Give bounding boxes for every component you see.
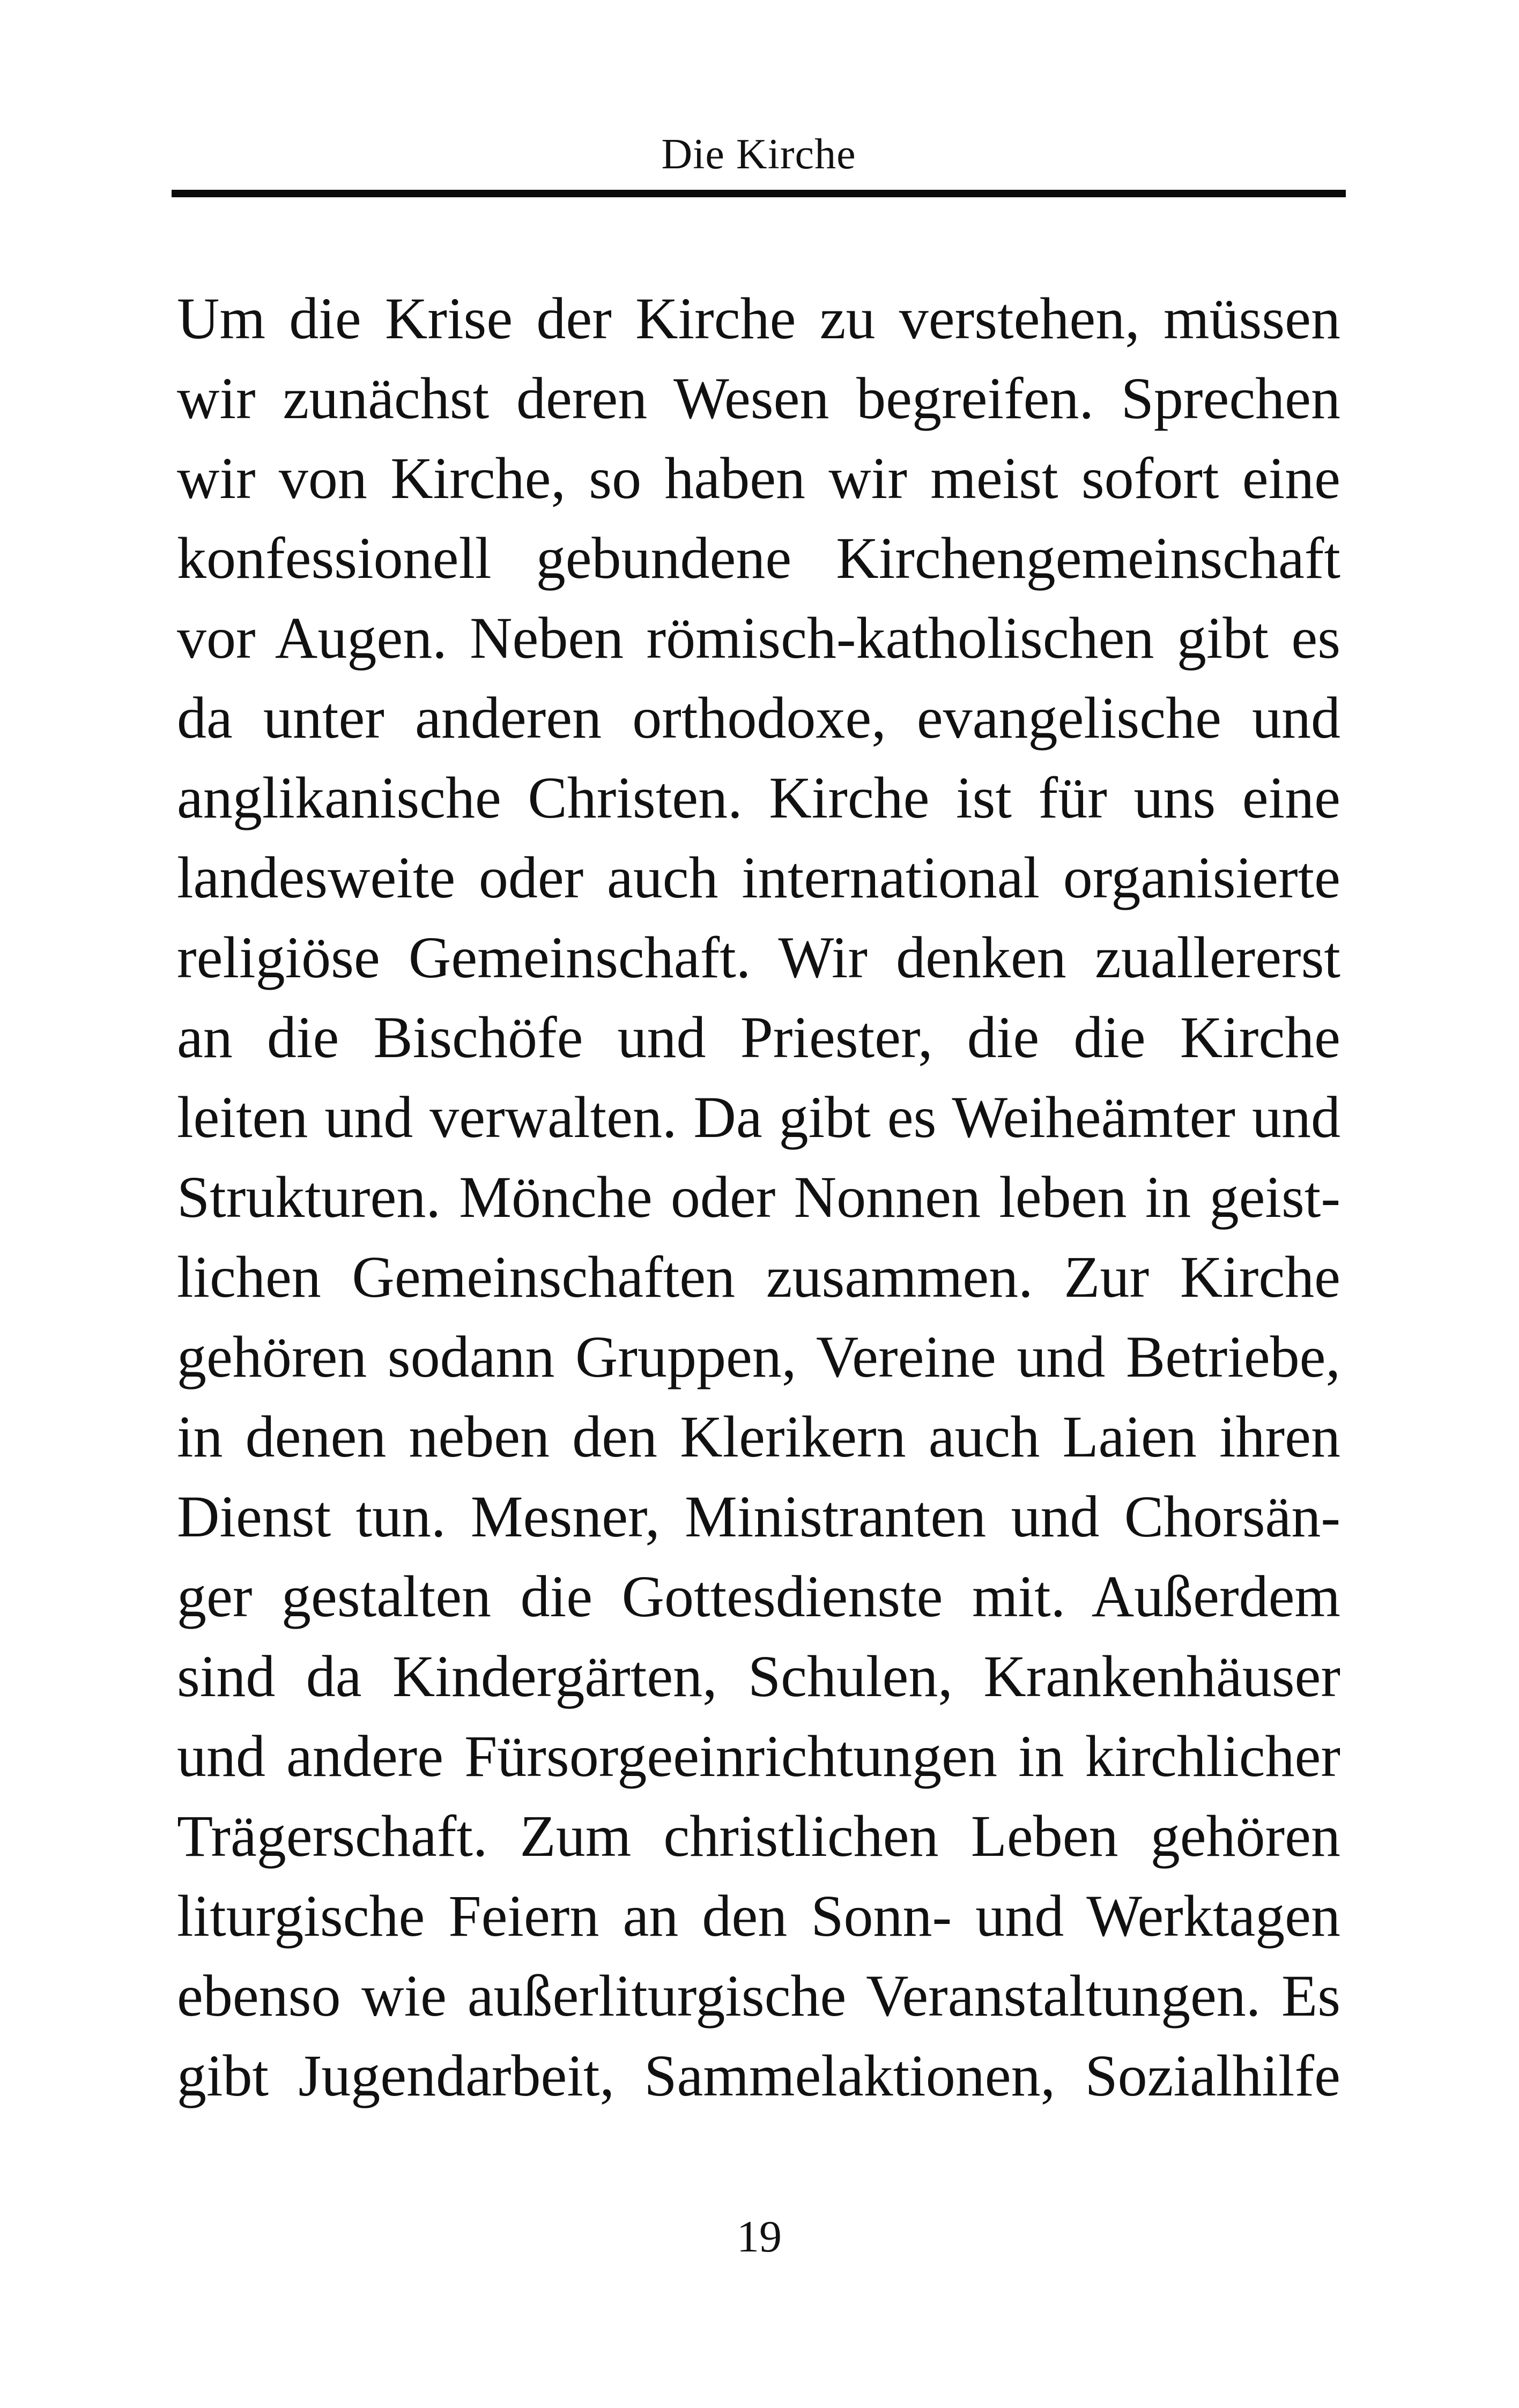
text-line: gibt Jugendarbeit, Sammelaktionen, Sozialhilfe [177,2043,1340,2108]
text-line: liturgische Feiern an den Sonn- und Werktagen [177,1883,1340,1949]
text-line: konfessionell gebundene Kirchengemeinschaft [177,525,1340,591]
text-line: ebenso wie außerliturgische Veranstaltungen. Es [177,1963,1340,2028]
text-line: wir von Kirche, so haben wir meist sofort eine [177,445,1340,511]
text-line: Strukturen. Mönche oder Nonnen leben in geist- [177,1164,1340,1230]
text-line: anglikanische Christen. Kirche ist für uns eine [177,765,1340,830]
running-header-title: Die Kirche [661,131,856,178]
text-line: Dienst tun. Mesner, Ministranten und Chorsän- [177,1484,1340,1549]
text-line: sind da Kindergärten, Schulen, Krankenhäuser [177,1644,1340,1709]
text-line: ger gestalten die Gottesdienste mit. Außerdem [177,1564,1340,1629]
page-number: 19 [737,2212,782,2262]
text-line: Trägerschaft. Zum christlichen Leben gehören [177,1803,1340,1869]
body-text [177,279,1340,2116]
text-line: gehören sodann Gruppen, Vereine und Betriebe, [177,1324,1340,1389]
text-line: vor Augen. Neben römisch-katholischen gibt es [177,605,1340,671]
text-line: da unter anderen orthodoxe, evangelische und [177,685,1340,750]
text-line: leiten und verwalten. Da gibt es Weiheämter und [177,1084,1340,1150]
text-line: lichen Gemeinschaften zusammen. Zur Kirche [177,1244,1340,1310]
text-line: religiöse Gemeinschaft. Wir denken zuallererst [177,925,1340,990]
text-line: Um die Krise der Kirche zu verstehen, müssen [177,286,1340,351]
text-line: landesweite oder auch international organisierte [177,845,1340,910]
text-line: an die Bischöfe und Priester, die die Kirche [177,1005,1340,1070]
header-rule [172,190,1346,197]
text-line: wir zunächst deren Wesen begreifen. Sprechen [177,366,1340,431]
text-line: in denen neben den Klerikern auch Laien ihren [177,1404,1340,1469]
text-line: und andere Fürsorgeeinrichtungen in kirchlicher [177,1723,1340,1789]
